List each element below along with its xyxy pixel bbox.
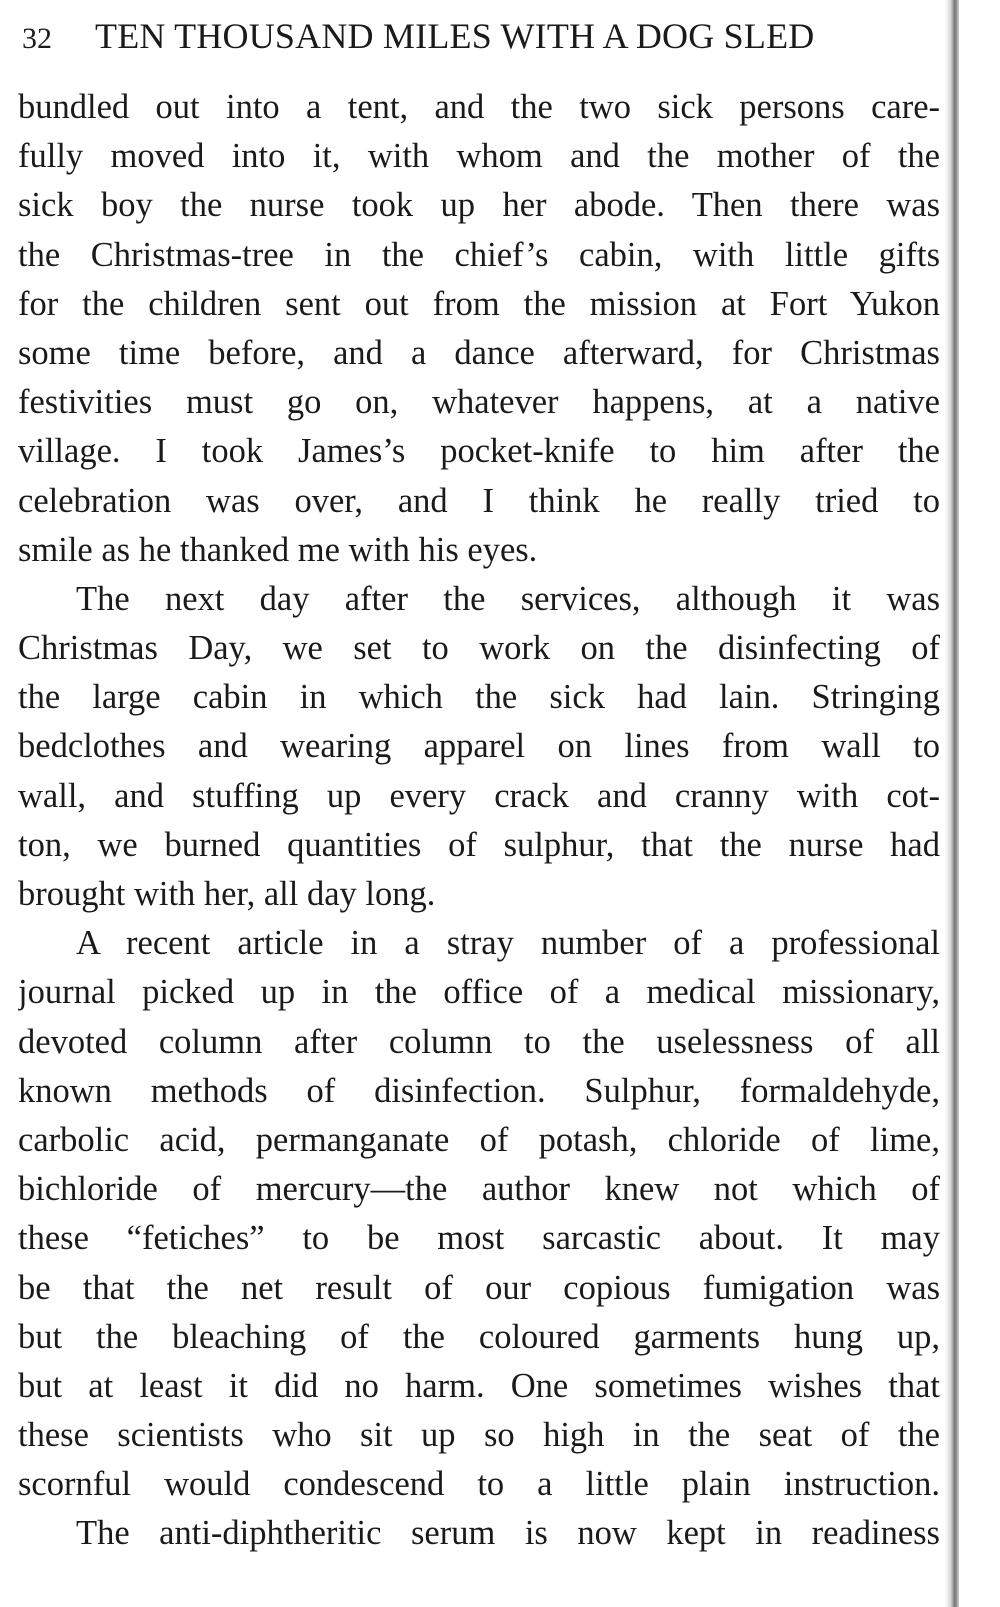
text-line: The next day after the services, although it was — [76, 579, 940, 618]
running-title: TEN THOUSAND MILES WITH A DOG SLED — [95, 16, 815, 56]
page-number: 32 — [22, 22, 52, 55]
text-line: brought with her, all day long. — [18, 875, 436, 913]
text-line: village. I took James’s pocket-knife to him after the — [18, 432, 940, 471]
text-line: carbolic acid, permanganate of potash, chloride of lime, — [18, 1120, 940, 1159]
text-line: bedclothes and wearing apparel on lines from wall to — [18, 727, 940, 766]
text-line: but at least it did no harm. One sometimes wishes that — [18, 1366, 940, 1405]
text-line: bundled out into a tent, and the two sick persons care- — [18, 88, 940, 126]
text-line: for the children sent out from the mission at Fort Yukon — [18, 284, 940, 323]
text-line: ton, we burned quantities of sulphur, that the nurse had — [18, 825, 940, 864]
text-line: The anti-diphtheritic serum is now kept in readiness — [76, 1514, 940, 1553]
text-line: sick boy the nurse took up her abode. Then there was — [18, 186, 940, 225]
text-line: fully moved into it, with whom and the mother of the — [18, 137, 940, 176]
text-line: Christmas Day, we set to work on the disinfecting of — [18, 629, 940, 668]
text-line: bichloride of mercury—the author knew not which of — [18, 1170, 940, 1209]
text-line: wall, and stuffing up every crack and cranny with cot- — [18, 776, 940, 815]
text-line: scornful would condescend to a little plain instruction. — [18, 1465, 940, 1504]
text-line: A recent article in a stray number of a professional — [76, 924, 940, 963]
text-line: celebration was over, and I think he really tried to — [18, 481, 940, 520]
text-line: but the bleaching of the coloured garments hung up, — [18, 1317, 940, 1356]
text-line: festivities must go on, whatever happens, at a native — [18, 383, 940, 422]
text-line: these “fetiches” to be most sarcastic about. It may — [18, 1219, 940, 1258]
text-line: be that the net result of our copious fumigation was — [18, 1268, 940, 1307]
text-line: these scientists who sit up so high in the seat of the — [18, 1416, 940, 1455]
running-header — [22, 14, 942, 58]
text-line: known methods of disinfection. Sulphur, formaldehyde, — [18, 1071, 940, 1110]
text-line: devoted column after column to the uselessness of all — [18, 1022, 940, 1061]
text-line: some time before, and a dance afterward, for Christmas — [18, 333, 940, 372]
text-line: the large cabin in which the sick had lain. Stringing — [18, 678, 940, 717]
body-text — [18, 83, 940, 1559]
text-line: smile as he thanked me with his eyes. — [18, 530, 538, 569]
text-line: the Christmas-tree in the chief’s cabin, with little gifts — [18, 235, 940, 274]
page-edge-shadow — [945, 0, 959, 1607]
text-line: journal picked up in the office of a medical missionary, — [18, 973, 940, 1012]
